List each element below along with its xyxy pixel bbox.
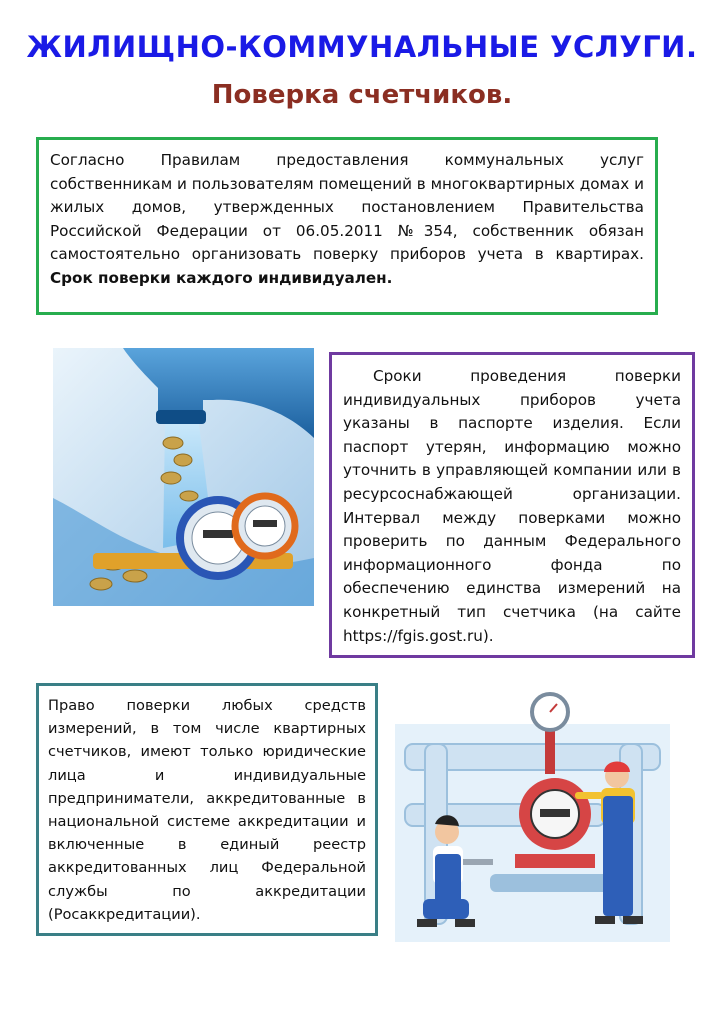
info-box-terms: [329, 352, 695, 658]
rules-bold-text: Срок поверки каждого индивидуален.: [50, 268, 393, 287]
page-title: ЖИЛИЩНО-КОММУНАЛЬНЫЕ УСЛУГИ.: [26, 30, 698, 64]
rules-text: Согласно Правилам предоставления коммунальных услуг собственникам и пользователям помещений в многоквартирных домах и жилых домов, утвержденных постановлением Правительства Российской Федерации от 06.05.2011 №354, собственник обязан самостоятельно организовать поверку приборов учета в квартирах.: [50, 151, 644, 264]
accreditation-text: Право поверки любых средств измерений, в том числе квартирных счетчиков, имеют только юридические лица и индивидуальные предприниматели, аккредитованные в национальной системе аккредитации и включенные в единый реестр аккредитованных лиц Федеральной службы по аккредитации (Росаккредитации).: [48, 697, 366, 923]
water-meter-image: [53, 348, 314, 606]
info-box-rules: [36, 137, 658, 315]
info-box-accreditation: [36, 683, 378, 936]
page-subtitle: Поверка счетчиков.: [211, 80, 513, 110]
plumbers-illustration: [395, 684, 670, 942]
terms-text: Сроки проведения поверки индивидуальных приборов учета указаны в паспорте изделия. Если паспорт утерян, информацию можно уточнить в управляющей компании или в ресурсоснабжающей организации. Интервал между поверками можно проверить по данным Федерального информационного фонда по обеспечению единства измерений на конкретный тип счетчика (на сайте https://fgis.gost.ru).: [343, 367, 681, 645]
